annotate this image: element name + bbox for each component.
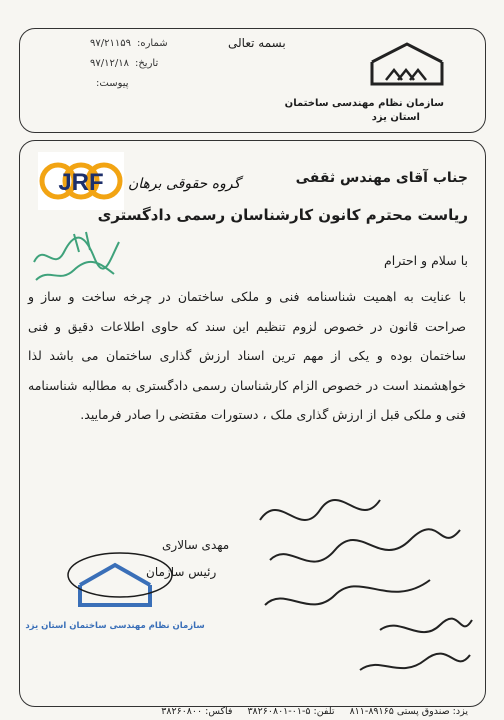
footer-phone: تلفن: ۵-۰۱-۳۸۲۶۰۸۰۱	[247, 706, 335, 717]
footer-address: یزد: صندوق پستی ۸۹۱۶۵-۸۱۱	[349, 706, 468, 717]
basmala: بسمه تعالی	[228, 36, 286, 50]
letter-date: تاریخ:۹۷/۱۲/۱۸	[90, 58, 159, 69]
organization-province: استان یزد	[371, 112, 420, 123]
legal-group-caption: گروه حقوقی برهان	[128, 176, 241, 192]
signer-title: رئیس سازمان	[146, 565, 217, 579]
letter-body-text: با عنایت به اهمیت شناسنامه فنی و ملکی ساختمان در چرخه ساخت و ساز و صراحت قانون در خصوص لزوم تنظیم این سند که حاوی اطلاعات دقیق و فنی ساختمان بوده و یکی از مهم ترین اسناد ارزش گذاری ساختمان می باشد لذا خواهشمند است در خصوص الزام کارشناسان رسمی دادگستری به مطالبه شناسنامه فنی و ملکی قبل از ارزش گذاری ملک ، دستورات مقتضی را صادر فرمایید.	[28, 289, 466, 422]
marginal-note-scribble	[24, 222, 124, 288]
letterhead-footer	[149, 706, 468, 717]
letter-number: شماره:۹۷/۲۱۱۵۹	[90, 38, 168, 49]
greeting: با سلام و احترام	[384, 253, 468, 268]
footer-fax: فاکس: ۳۸۲۶۰۸۰۰	[161, 706, 233, 717]
signer-name: مهدی سالاری	[162, 538, 230, 552]
jrf-logo-text: JRF	[58, 169, 104, 196]
handwritten-referral-note	[240, 480, 480, 690]
letter-attachment: پیوست:	[96, 78, 129, 89]
organization-logo	[368, 40, 446, 88]
recipient-title: ریاست محترم کانون کارشناسان رسمی دادگستری	[97, 206, 468, 224]
seal-text: سازمان نظام مهندسی ساختمان استان یزد	[25, 621, 205, 631]
jrf-logo	[38, 152, 124, 210]
addressee: جناب آقای مهندس ثقفی	[295, 170, 468, 186]
organization-name: سازمان نظام مهندسی ساختمان	[284, 98, 444, 109]
